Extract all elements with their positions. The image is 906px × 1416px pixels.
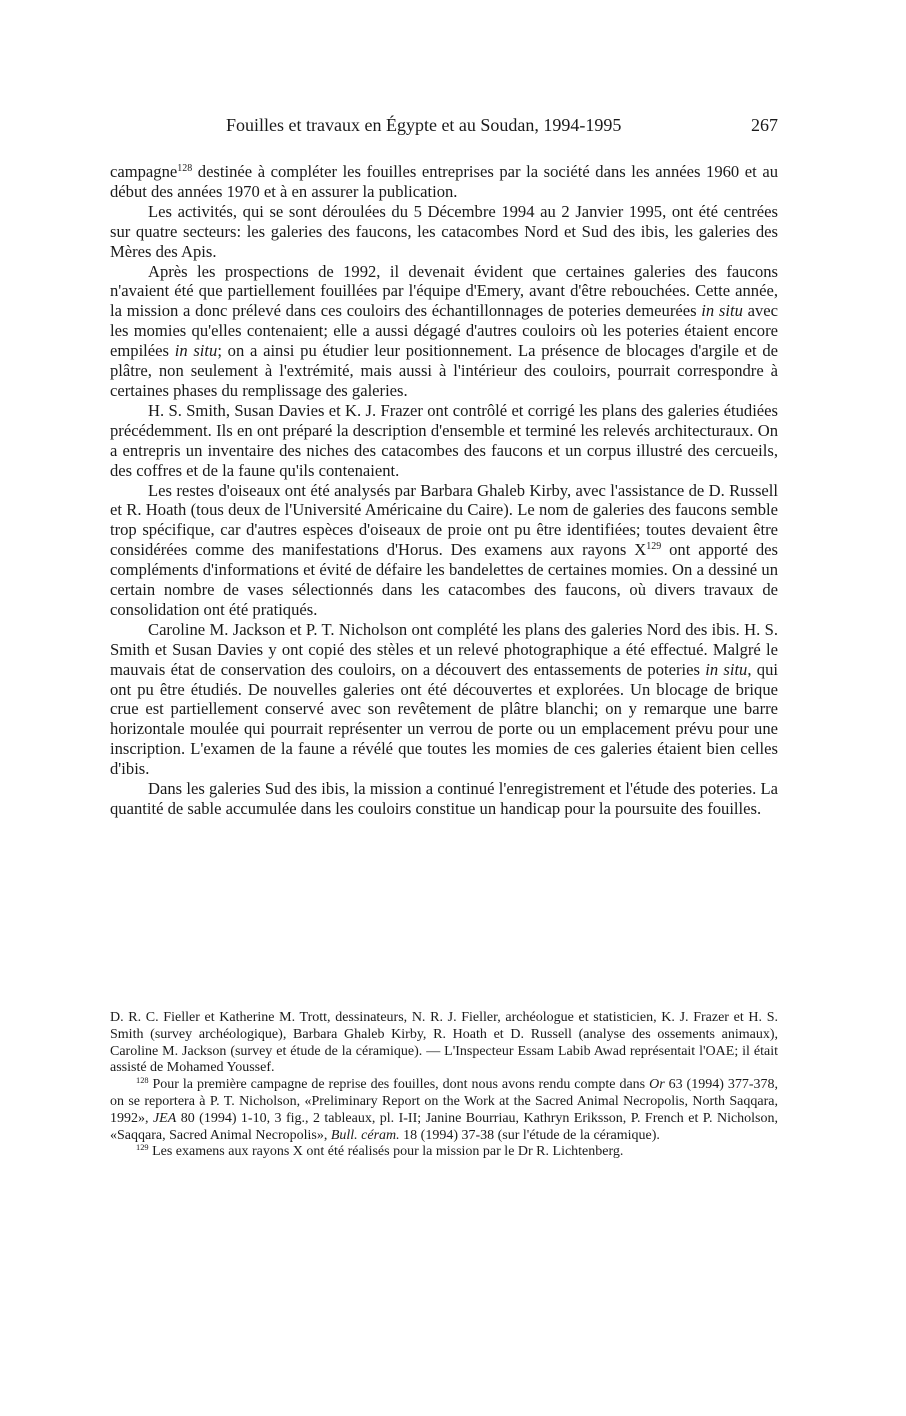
footnote-ref-129: 129 xyxy=(646,541,662,553)
text-run: 18 (1994) 37-38 (sur l'étude de la céramique). xyxy=(399,1127,660,1143)
footnote-number: 129 xyxy=(136,1143,149,1153)
paragraph-7: Dans les galeries Sud des ibis, la mission a continué l'enregistrement et l'étude des poteries. La quantité de sable accumulée dans les couloirs constitue un handicap pour la poursuite des fouilles. xyxy=(110,779,778,818)
paragraph-4: H. S. Smith, Susan Davies et K. J. Frazer ont contrôlé et corrigé les plans des galeries étudiées précédemment. Ils en ont préparé la description d'ensemble et terminé les relevés architecturaux. On a entrepris un inventaire des niches des catacombes des faucons et un corpus illustré des cercueils, des coffres et de la faune qu'ils contenaient. xyxy=(110,400,778,480)
italic-term: in situ xyxy=(705,659,748,679)
italic-term: Or xyxy=(649,1077,665,1093)
footnote-ref-128: 128 xyxy=(177,163,193,175)
text-run: , qui ont pu être étudiés. De nouvelles galeries ont été découvertes et explorées. Un blocage de brique crue est partiellement conservé avec son revêtement de plâtre blanchi; on y remarque une barre horizontale moulée qui pourrait représenter un verrou de porte ou un emplacement prévu pour une inscription. L'examen de la faune a révélé que toutes les momies de ces galeries étaient bien celles d'ibis. xyxy=(110,659,778,779)
italic-term: in situ xyxy=(174,341,218,361)
text-run: ont apporté des compléments d'informations et évité de défaire les bandelettes de certaines momies. On a dessiné un certain nombre de vases sélectionnés dans les catacombes des faucons, où divers travaux de consolidation ont été pratiqués. xyxy=(110,540,778,619)
text-run: Caroline M. Jackson et P. T. Nicholson ont complété les plans des galeries Nord des ibis. H. S. Smith et Susan Davies y ont copié des stèles et un relevé photographique a été effectué. Malgré le mauvais état de conservation des couloirs, on a découvert des entassements de poteries xyxy=(110,619,778,679)
footnote-number: 128 xyxy=(136,1076,149,1086)
text-run: avec les momies qu'elles contenaient; elle a aussi dégagé d'autres couloirs où les poteries étaient encore empilées xyxy=(110,301,779,361)
running-head xyxy=(110,110,778,140)
footnote-continuation: D. R. C. Fieller et Katherine M. Trott, dessinateurs, N. R. J. Fieller, archéologue et statisticien, K. J. Frazer et H. S. Smith (survey archéologique), Barbara Ghaleb Kirby, R. Hoath et D. Russell (analyse des ossements animaux), Caroline M. Jackson (survey et étude de la céramique). — L'Inspecteur Essam Labib Awad représentait l'OAE; il était assisté de Mohamed Youssef. xyxy=(110,1010,778,1076)
italic-term: JEA xyxy=(152,1110,177,1126)
italic-term: in situ xyxy=(701,301,743,321)
running-title: Fouilles et travaux en Égypte et au Soudan, 1994-1995 xyxy=(226,115,622,135)
footnote-128 xyxy=(110,1077,778,1144)
page xyxy=(110,110,779,1160)
text-run: 63 (1994) 377-378, on se reportera à P. T. Nicholson, «Preliminary Report on the Work at the Sacred Animal Necropolis, North Saqqara, 1992», xyxy=(110,1077,778,1126)
paragraph-2: Les activités, qui se sont déroulées du 5 Décembre 1994 au 2 Janvier 1995, ont été centrées sur quatre secteurs: les galeries des faucons, les catacombes Nord et Sud des ibis, les galeries des Mères des Apis. xyxy=(110,201,778,261)
text-run: destinée à compléter les fouilles entreprises par la société dans les années 1960 et au début des années 1970 et à en assurer la publication. xyxy=(110,162,778,201)
text-run: Après les prospections de 1992, il devenait évident que certaines galeries des faucons n'avaient été que partiellement fouillées par l'équipe d'Emery, avant d'être rebouchées. Cette année, la mission a donc prélevé dans ces couloirs des échantillonnages de poteries demeurées xyxy=(110,261,778,321)
paragraph-6 xyxy=(110,620,778,779)
text-run: ; on a ainsi pu étudier leur positionnement. La présence de blocages d'argile et de plâtre, non seulement à l'extrémité, mais aussi à l'intérieur des couloirs, pourrait correspondre à certaines phases du remplissage des galeries. xyxy=(110,341,778,400)
text-run: Les restes d'oiseaux ont été analysés par Barbara Ghaleb Kirby, avec l'assistance de D. Russell et R. Hoath (tous deux de l'Université Américaine du Caire). Le nom de galeries des faucons semble trop spécifique, car d'autres espèces d'oiseaux de proie ont pu être identifiées; toutes devaient être considérées comme des manifestations d'Horus. Des examens aux rayons X xyxy=(110,480,778,560)
text-run: Les examens aux rayons X ont été réalisés pour la mission par le Dr R. Lichtenberg. xyxy=(148,1144,624,1160)
footnotes xyxy=(110,1010,778,1161)
text-run: campagne xyxy=(110,162,178,181)
page-number: 267 xyxy=(751,115,778,135)
text-run: 80 (1994) 1-10, 3 fig., 2 tableaux, pl. I-II; Janine Bourriau, Kathryn Eriksson, P. French et P. Nicholson, «Saqqara, Sacred Animal Necropolis», xyxy=(110,1110,779,1143)
italic-term: Bull. céram. xyxy=(330,1127,400,1143)
footnote-129 xyxy=(110,1144,778,1161)
paragraph-5 xyxy=(110,481,778,620)
text-run: Pour la première campagne de reprise des fouilles, dont nous avons rendu compte dans xyxy=(148,1077,650,1093)
paragraph-1 xyxy=(110,162,778,202)
paragraph-3 xyxy=(110,262,778,401)
body-text xyxy=(110,162,778,819)
